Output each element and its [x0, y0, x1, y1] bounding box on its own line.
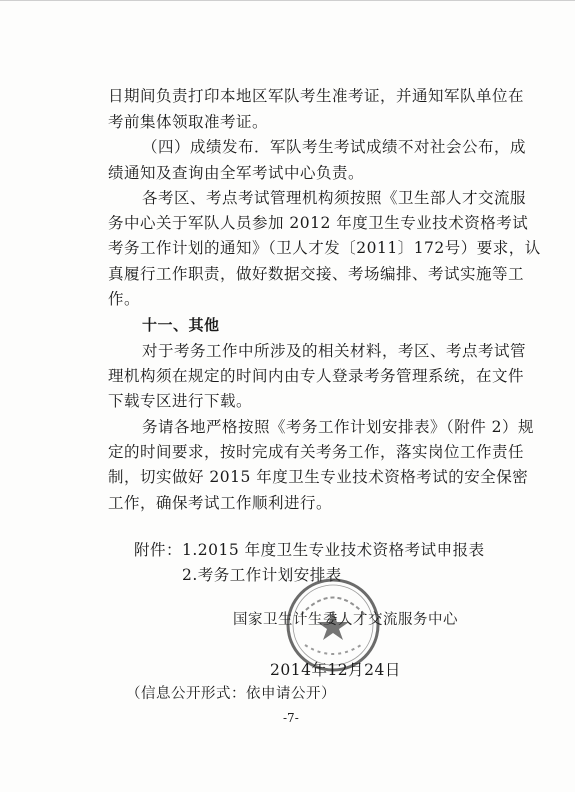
other-line-6: 制，切实做好 2015 年度卫生专业技术资格考试的安全保密	[108, 468, 529, 486]
body-line-2: 考前集体领取准考证。	[108, 113, 269, 131]
issue-date: 2014年12月24日	[270, 661, 401, 679]
issuer-name: 国家卫生计生委人才交流服务中心	[233, 612, 458, 628]
other-line-2: 理机构须在规定的时间内由专人登录考务管理系统，在文件	[108, 367, 525, 385]
body-line-8: 真履行工作职责，做好数据交接、考场编排、考试实施等工	[108, 265, 525, 283]
section-heading: 十一、其他	[142, 316, 220, 334]
body-line-7: 考务工作计划的通知》（卫人才发〔2011〕172号）要求，认	[108, 239, 541, 257]
body-line-5: 各考区、考点考试管理机构须按照《卫生部人才交流服	[142, 189, 527, 207]
attachments-label: 附件：	[134, 541, 183, 559]
other-line-7: 工作，确保考试工作顺利进行。	[108, 494, 333, 512]
body-line-6: 务中心关于军队人员参加 2012 年度卫生专业技术资格考试	[108, 214, 529, 232]
attachment-1: 1.2015 年度卫生专业技术资格考试申报表	[182, 541, 485, 559]
attachment-2: 2.考务工作计划安排表	[182, 566, 342, 584]
body-line-3: （四）成绩发布．军队考生考试成绩不对社会公布，成	[142, 138, 527, 156]
other-line-5: 定的时间要求，按时完成有关考务工作，落实岗位工作责任	[108, 443, 525, 461]
body-line-1: 日期间负责打印本地区军队考生准考证，并通知军队单位在	[108, 87, 525, 105]
body-line-9: 作。	[108, 290, 141, 308]
other-line-1: 对于考务工作中所涉及的相关材料，考区、考点考试管	[142, 342, 527, 360]
body-line-4: 绩通知及查询由全军考试中心负责。	[108, 164, 365, 182]
page-number: -7-	[283, 711, 299, 725]
disclosure-note: （信息公开形式：依申请公开）	[126, 686, 336, 702]
other-line-4: 务请各地严格按照《考务工作计划安排表》（附件 2）规	[142, 418, 535, 436]
other-line-3: 下载专区进行下载。	[108, 392, 253, 410]
page-edge	[0, 0, 575, 1]
